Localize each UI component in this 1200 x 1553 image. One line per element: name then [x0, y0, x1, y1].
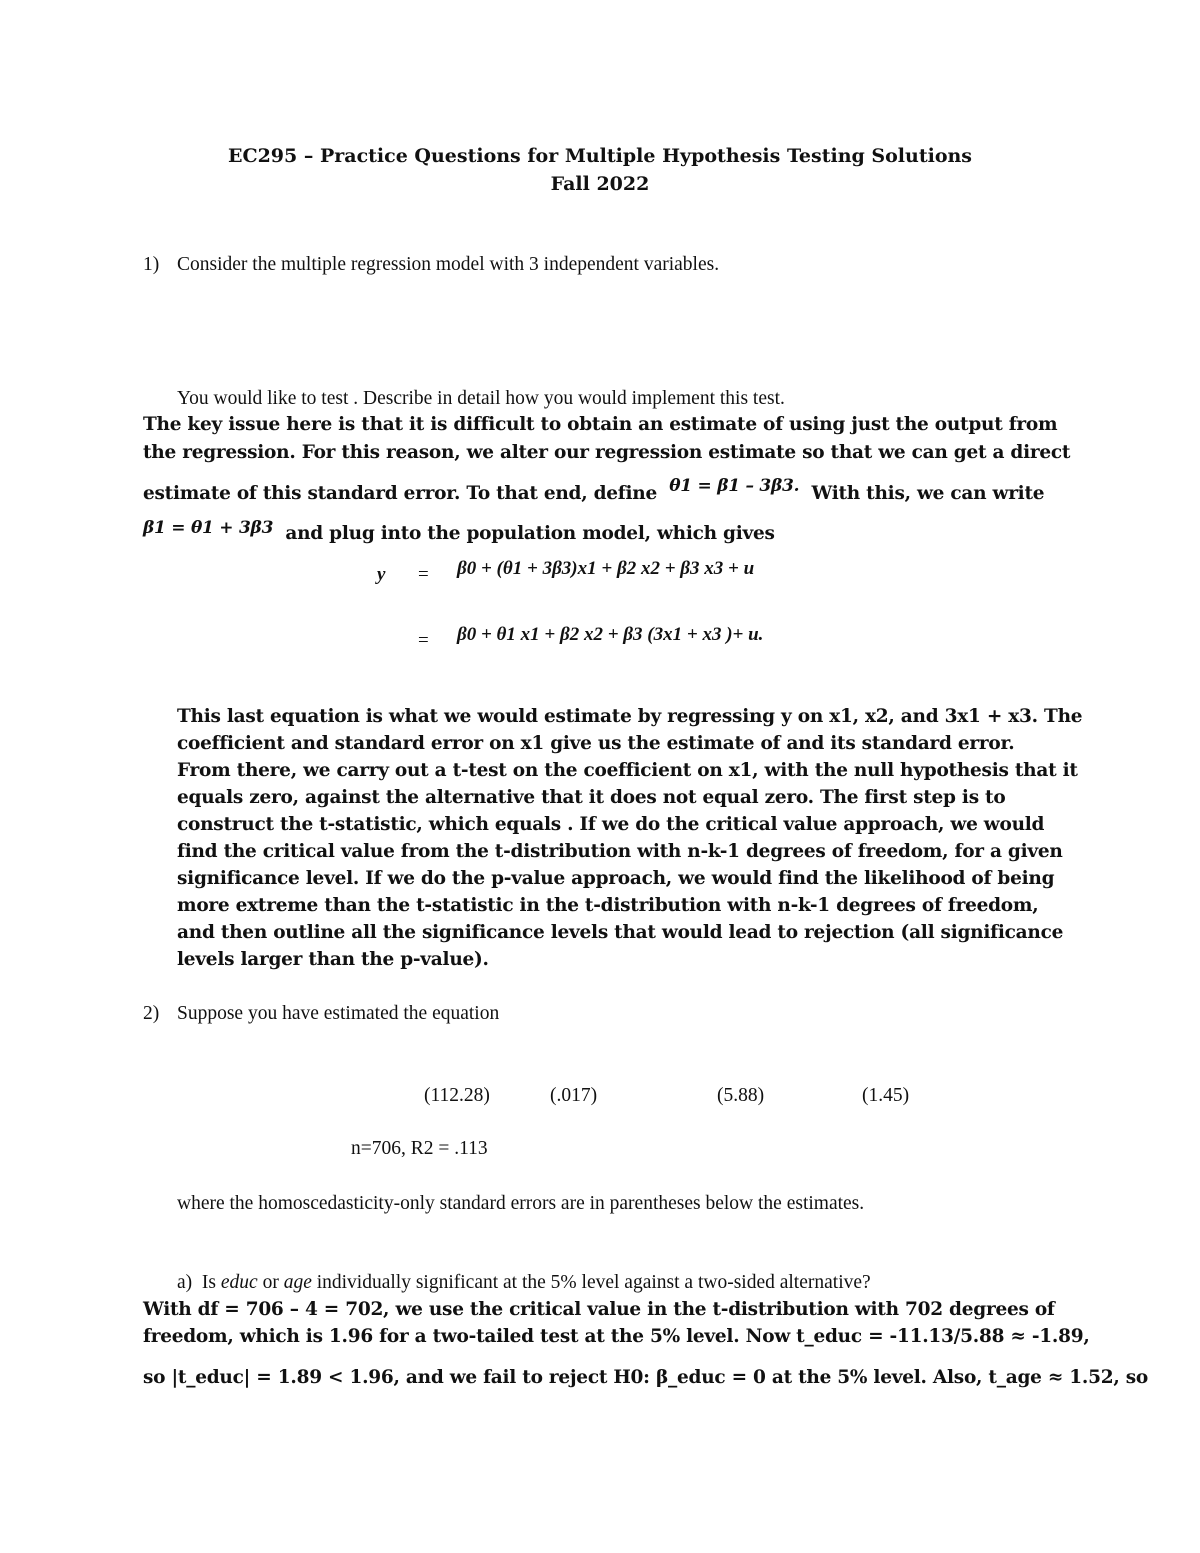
- q1-answer-line-4: [143, 518, 775, 544]
- q2a-answer-line: freedom, which is 1.96 for a two-tailed test at the 5% level. Now t_educ = -11.13/5.88 ≈ -1.89,: [143, 1326, 1090, 1347]
- eq1-lhs: y: [377, 564, 386, 585]
- theta-definition: θ1 = β1 – 3β3.: [669, 476, 800, 496]
- std-error-intercept: (112.28): [424, 1085, 490, 1106]
- q1-answer-line-4-text: and plug into the population model, which gives: [285, 523, 775, 544]
- q2a-prompt-end: individually significant at the 5% level against a two-sided alternative?: [316, 1272, 871, 1293]
- q2a-prompt: [177, 1272, 871, 1294]
- q2a-label: a): [177, 1272, 193, 1293]
- q1-number: 1): [143, 254, 160, 275]
- q2-number: 2): [143, 1003, 160, 1024]
- q2a-or: or: [262, 1272, 279, 1293]
- eq2-equals: =: [418, 630, 429, 651]
- q1-para-line: From there, we carry out a t-test on the coefficient on x1, with the null hypothesis that it: [177, 760, 1078, 781]
- var-educ: educ: [220, 1272, 258, 1293]
- q1-para-line: more extreme than the t-statistic in the t-distribution with n-k-1 degrees of freedom,: [177, 895, 1039, 916]
- q1-prompt: Consider the multiple regression model with 3 independent variables.: [177, 254, 720, 275]
- q2a-answer-line: With df = 706 – 4 = 702, we use the critical value in the t-distribution with 702 degrees of: [143, 1299, 1055, 1320]
- q2a-answer-line: so |t_educ| = 1.89 < 1.96, and we fail to reject H0: β_educ = 0 at the 5% level. Also, t_age ≈ 1.52, so: [143, 1367, 1148, 1388]
- eq1-equals: =: [418, 564, 429, 585]
- q1-task: You would like to test . Describe in detail how you would implement this test.: [177, 388, 785, 409]
- q1-answer-line-3: [143, 476, 1045, 504]
- q2-prompt: Suppose you have estimated the equation: [177, 1003, 500, 1024]
- std-error-2: (.017): [550, 1085, 598, 1106]
- q2-note: where the homoscedasticity-only standard errors are in parentheses below the estimates.: [177, 1193, 865, 1214]
- q1-para-line: and then outline all the significance levels that would lead to rejection (all significance: [177, 922, 1064, 943]
- q1-para-line: levels larger than the p-value).: [177, 949, 489, 970]
- q1-para-line: significance level. If we do the p-value approach, we would find the likelihood of being: [177, 868, 1055, 889]
- std-error-educ: (5.88): [717, 1085, 765, 1106]
- q1-para-line: equals zero, against the alternative that it does not equal zero. The first step is to: [177, 787, 1006, 808]
- q1-answer-line-3-tail: With this, we can write: [811, 483, 1045, 504]
- q1-answer-line-3-text: estimate of this standard error. To that end, define: [143, 483, 658, 504]
- regression-stats: n=706, R2 = .113: [351, 1138, 488, 1159]
- q1-para-line: find the critical value from the t-distribution with n-k-1 degrees of freedom, for a given: [177, 841, 1063, 862]
- q2a-prompt-start: Is: [201, 1272, 216, 1293]
- std-error-age: (1.45): [862, 1085, 910, 1106]
- page-title: EC295 – Practice Questions for Multiple Hypothesis Testing Solutions: [227, 145, 973, 167]
- q1-para-line: This last equation is what we would estimate by regressing y on x1, x2, and 3x1 + x3. The: [177, 706, 1083, 727]
- var-age: age: [283, 1272, 312, 1293]
- eq2-rhs: β0 + θ1 x1 + β2 x2 + β3 (3x1 + x3 )+ u.: [457, 624, 764, 645]
- eq1-rhs: β0 + (θ1 + 3β3)x1 + β2 x2 + β3 x3 + u: [457, 558, 755, 579]
- q1-answer-line-1: The key issue here is that it is difficult to obtain an estimate of using just the output from: [143, 414, 1058, 435]
- q1-para-line: construct the t-statistic, which equals . If we do the critical value approach, we would: [177, 814, 1045, 835]
- q1-answer-line-2: the regression. For this reason, we alter our regression estimate so that we can get a direct: [143, 442, 1071, 463]
- page-subtitle: Fall 2022: [550, 173, 650, 195]
- beta-substitution: β1 = θ1 + 3β3: [143, 518, 274, 538]
- q1-para-line: coefficient and standard error on x1 give us the estimate of and its standard error.: [177, 733, 1015, 754]
